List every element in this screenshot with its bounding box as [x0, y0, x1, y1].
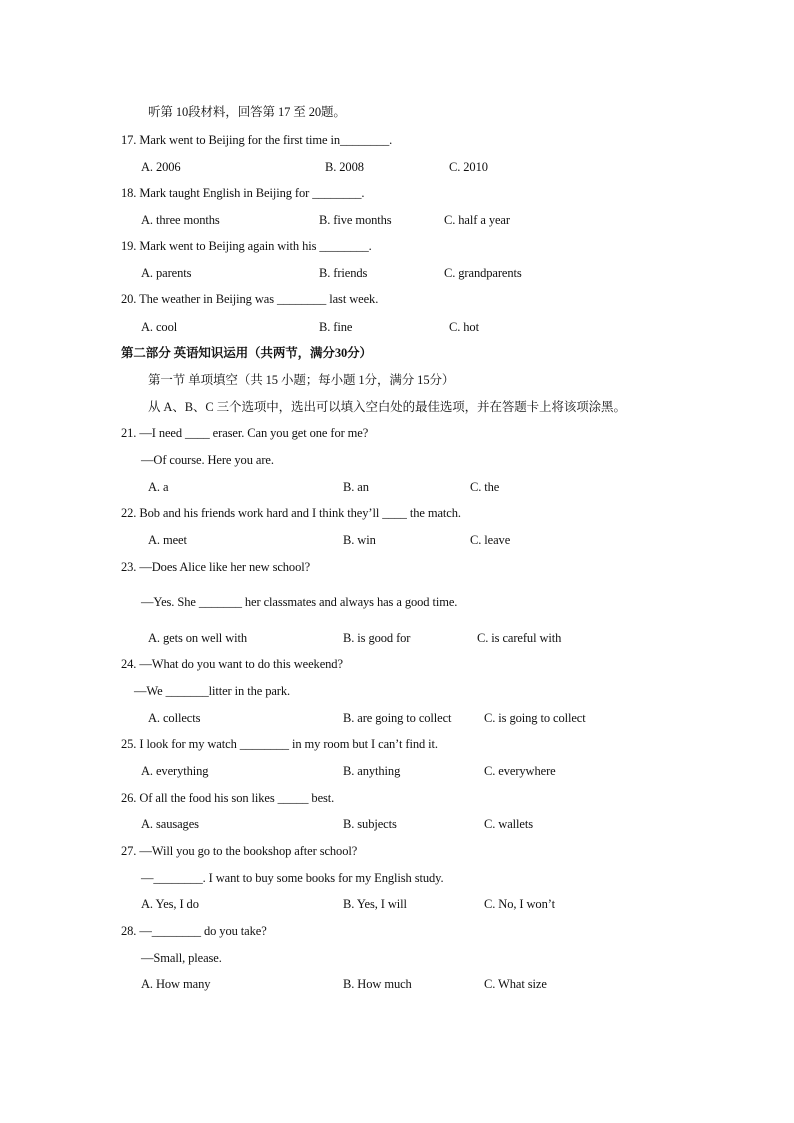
question-17-option-b: B. 2008 [325, 160, 364, 174]
question-27-option-c: C. No, I won’t [484, 897, 555, 911]
question-24-option-c: C. is going to collect [484, 711, 586, 725]
question-23-option-c: C. is careful with [477, 631, 562, 645]
question-20-option-c: C. hot [449, 320, 479, 334]
question-23: 23. —Does Alice like her new school? [121, 560, 311, 574]
question-26-option-a: A. sausages [141, 817, 199, 831]
question-23-dialogue: —Yes. She _______ her classmates and always has a good time. [141, 595, 458, 609]
question-21: 21. —I need ____ eraser. Can you get one for me? [121, 426, 369, 440]
question-18-option-b: B. five months [319, 213, 392, 227]
question-25-option-c: C. everywhere [484, 764, 556, 778]
question-21-option-a: A. a [148, 480, 169, 494]
question-27-option-a: A. Yes, I do [141, 897, 199, 911]
question-19-option-a: A. parents [141, 266, 192, 280]
question-21-dialogue: —Of course. Here you are. [141, 453, 274, 467]
question-20-option-a: A. cool [141, 320, 178, 334]
question-26: 26. Of all the food his son likes _____ best. [121, 791, 335, 805]
question-17: 17. Mark went to Beijing for the first time in________. [121, 133, 393, 147]
question-21-option-c: C. the [470, 480, 500, 494]
question-26-option-c: C. wallets [484, 817, 533, 831]
question-19-option-b: B. friends [319, 266, 368, 280]
question-28: 28. —________ do you take? [121, 924, 267, 938]
question-22: 22. Bob and his friends work hard and I think they’ll ____ the match. [121, 506, 461, 520]
question-24-option-b: B. are going to collect [343, 711, 452, 725]
question-26-option-b: B. subjects [343, 817, 397, 831]
question-18-option-a: A. three months [141, 213, 220, 227]
question-24-dialogue: —We _______litter in the park. [134, 684, 291, 698]
question-28-option-c: C. What size [484, 977, 547, 991]
listening-instruction: 听第 10段材料，回答第 17 至 20题。 [148, 105, 346, 119]
question-23-option-a: A. gets on well with [148, 631, 248, 645]
section-1-heading: 第一节 单项填空（共 15 小题；每小题 1分，满分 15分） [148, 373, 455, 387]
question-28-dialogue: —Small, please. [141, 951, 222, 965]
question-22-option-a: A. meet [148, 533, 187, 547]
question-19: 19. Mark went to Beijing again with his ________. [121, 239, 372, 253]
question-17-option-c: C. 2010 [449, 160, 488, 174]
question-24: 24. —What do you want to do this weekend? [121, 657, 343, 671]
question-27-option-b: B. Yes, I will [343, 897, 407, 911]
question-23-option-b: B. is good for [343, 631, 411, 645]
question-18: 18. Mark taught English in Beijing for ________. [121, 186, 365, 200]
question-22-option-b: B. win [343, 533, 376, 547]
question-20-option-b: B. fine [319, 320, 353, 334]
question-28-option-a: A. How many [141, 977, 211, 991]
question-24-option-a: A. collects [148, 711, 201, 725]
question-25-option-a: A. everything [141, 764, 209, 778]
question-25-option-b: B. anything [343, 764, 401, 778]
question-21-option-b: B. an [343, 480, 369, 494]
question-28-option-b: B. How much [343, 977, 412, 991]
question-17-option-a: A. 2006 [141, 160, 181, 174]
question-27-dialogue: —________. I want to buy some books for my English study. [141, 871, 444, 885]
section-1-instruction: 从 A、B、C 三个选项中，选出可以填入空白处的最佳选项，并在答题卡上将该项涂黑。 [148, 400, 626, 414]
question-22-option-c: C. leave [470, 533, 511, 547]
question-18-option-c: C. half a year [444, 213, 510, 227]
part-2-heading: 第二部分 英语知识运用（共两节，满分30分） [121, 346, 372, 360]
question-19-option-c: C. grandparents [444, 266, 522, 280]
question-25: 25. I look for my watch ________ in my room but I can’t find it. [121, 737, 438, 751]
question-27: 27. —Will you go to the bookshop after school? [121, 844, 358, 858]
question-20: 20. The weather in Beijing was ________ last week. [121, 292, 379, 306]
